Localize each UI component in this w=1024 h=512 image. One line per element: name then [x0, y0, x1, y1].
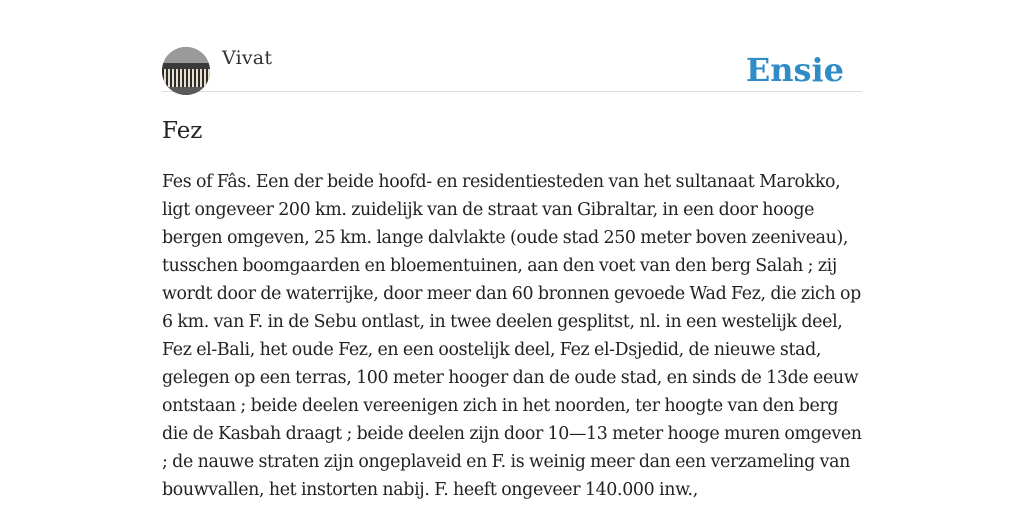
article-body: Fes of Fâs. Een der beide hoofd- en residentiesteden van het sultanaat Marokko, ligt ongeveer 200 km. zuidelijk van de straat van Gibraltar, in een door hooge bergen omgeven, 25 km. lange dalvlakte (oude stad 250 meter boven zeeniveau), tusschen boomgaarden en bloementuinen, aan den voet van den berg Salah ; zij wordt door de waterrijke, door meer dan 60 bronnen gevoede Wad Fez, die zich op 6 km. van F. in de Sebu ontlast, in twee deelen gesplitst, nl. in een westelijk deel, Fez el-Bali, het oude Fez, en een oostelijk deel, Fez el-Dsjedid, de nieuwe stad, gelegen op een terras, 100 meter hooger dan de oude stad, en sinds de 13de eeuw ontstaan ; beide deelen vereenigen zich in het noorden, ter hoogte van den berg die de Kasbah draagt ; beide deelen zijn door 10—13 meter hooge muren omgeven ; de nauwe straten zijn ongeplaveid en F. is weinig meer dan een verzameling van bouwvallen, het instorten nabij. F. heeft ongeveer 140.000 inw., [162, 172, 862, 500]
brand-logo[interactable]: Ensie [745, 51, 844, 89]
author-name[interactable]: Vivat [222, 47, 273, 69]
colonnade-photo-icon [162, 47, 210, 95]
article-page [162, 0, 862, 512]
header [162, 0, 862, 92]
avatar[interactable] [162, 47, 210, 95]
page-title: Fez [162, 118, 203, 144]
